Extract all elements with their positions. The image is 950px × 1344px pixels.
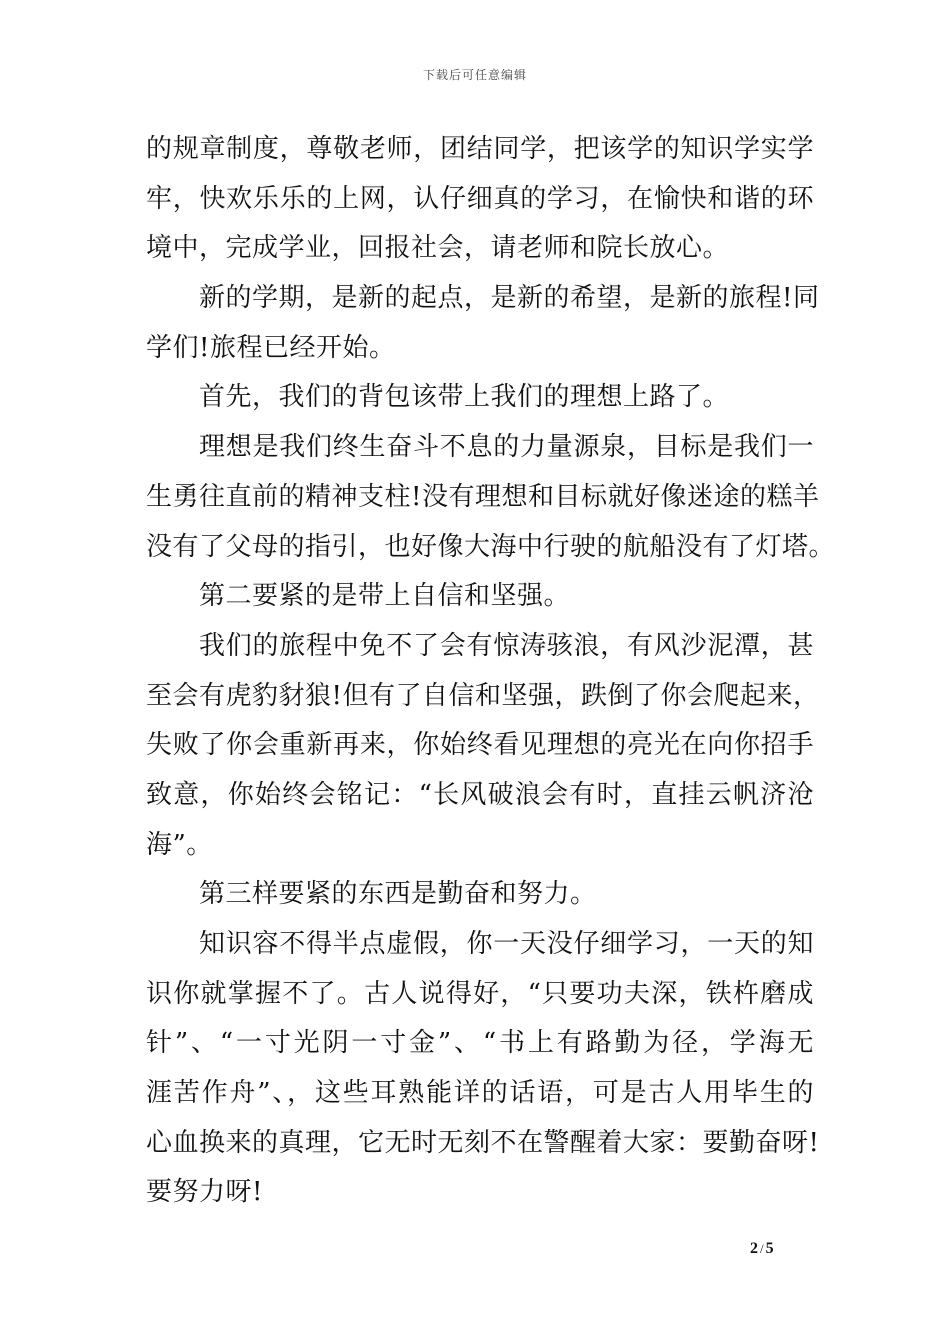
page-number — [750, 1240, 774, 1258]
text-line: 新的学期，是新的起点，是新的希望，是新的旅程!同 — [199, 283, 820, 314]
page-separator: / — [760, 1241, 764, 1256]
text-line: 针”、“一寸光阴一寸金”、“书上有路勤为径，学海无 — [146, 1028, 814, 1059]
text-line: 至会有虎豹豺狼!但有了自信和坚强，跌倒了你会爬起来， — [146, 680, 820, 711]
text-line: 的规章制度，尊敬老师，团结同学，把该学的知识学实学 — [146, 134, 814, 164]
text-line: 海”。 — [146, 829, 213, 860]
text-line: 理想是我们终生奋斗不息的力量源泉，目标是我们一 — [199, 432, 814, 463]
text-line: 首先，我们的背包该带上我们的理想上路了。 — [199, 382, 730, 413]
text-line: 要努力呀! — [146, 1177, 263, 1208]
text-line: 我们的旅程中免不了会有惊涛骇浪，有风沙泥潭，甚 — [199, 630, 814, 661]
text-line: 知识容不得半点虚假，你一天没仔细学习，一天的知 — [199, 929, 814, 959]
current-page: 2 — [750, 1240, 758, 1257]
total-pages: 5 — [765, 1240, 774, 1257]
text-line: 涯苦作舟”、，这些耳熟能详的话语，可是古人用毕生的 — [146, 1078, 814, 1109]
text-line: 生勇往直前的精神支柱!没有理想和目标就好像迷途的糕羊 — [146, 481, 820, 512]
text-line: 失败了你会重新再来，你始终看见理想的亮光在向你招手 — [146, 730, 814, 761]
text-line: 第二要紧的是带上自信和坚强。 — [199, 581, 571, 612]
document-body — [146, 125, 836, 1218]
text-line: 心血换来的真理，它无时无刻不在警醒着大家：要勤奋呀! — [146, 1127, 820, 1158]
text-line: 境中，完成学业，回报社会，请老师和院长放心。 — [146, 233, 730, 264]
text-line: 识你就掌握不了。古人说得好，“只要功夫深，铁杵磨成 — [146, 978, 814, 1009]
text-line: 第三样要紧的东西是勤奋和努力。 — [199, 879, 597, 910]
text-line: 学们!旅程已经开始。 — [146, 332, 396, 363]
page-header: 下载后可任意编辑 — [422, 68, 527, 82]
text-line: 没有了父母的指引，也好像大海中行驶的航船没有了灯塔。 — [146, 531, 836, 562]
text-line: 致意，你始终会铭记：“长风破浪会有时，直挂云帆济沧 — [146, 779, 814, 810]
text-line: 牢，快欢乐乐的上网，认仔细真的学习，在愉快和谐的环 — [146, 183, 814, 214]
